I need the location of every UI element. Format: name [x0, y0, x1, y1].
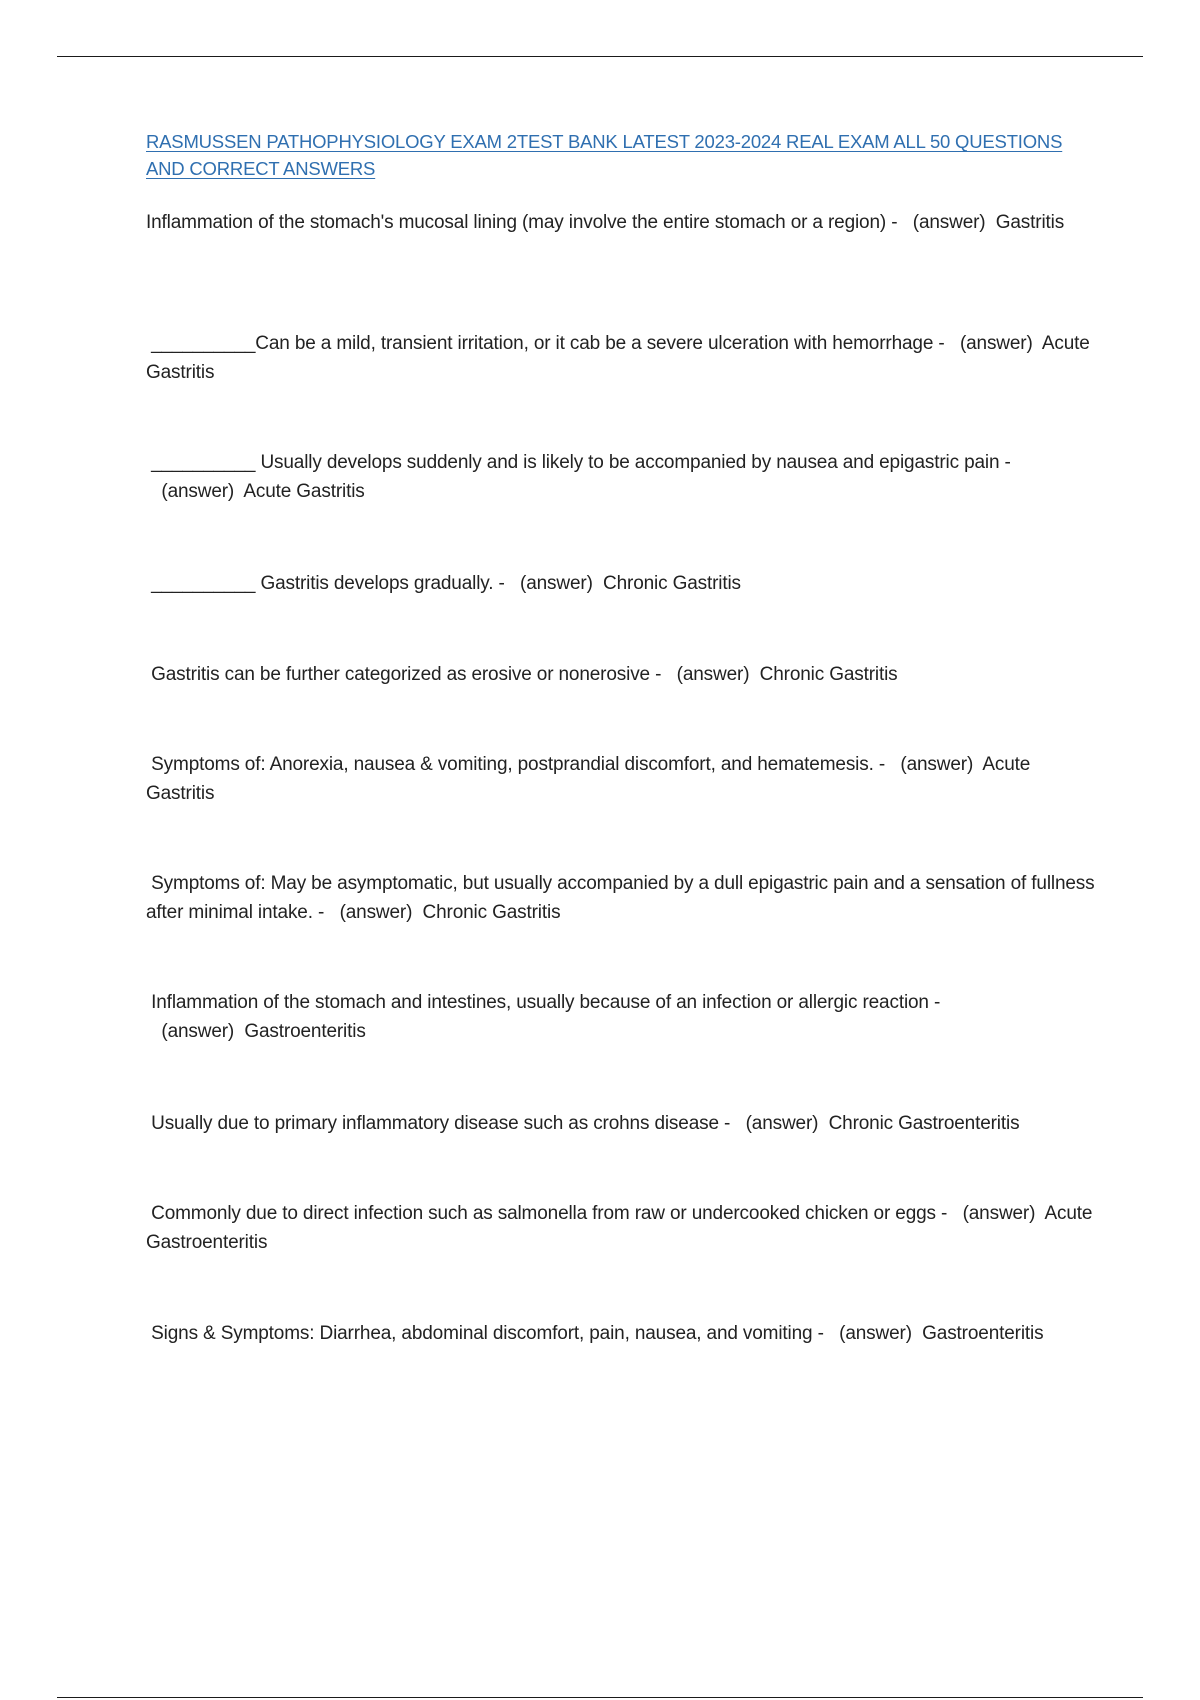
answer-text: Acute Gastritis	[146, 754, 1031, 804]
question-text: Inflammation of the stomach and intestines, usually because of an infection or allergic reaction -	[146, 992, 941, 1013]
answer-text: Gastroenteritis	[922, 1323, 1044, 1344]
qa-item-7	[146, 870, 1100, 927]
answer-label: (answer)	[520, 573, 593, 594]
top-rule	[57, 56, 1143, 57]
question-text: Commonly due to direct infection such as salmonella from raw or undercooked chicken or eggs -	[146, 1203, 948, 1224]
question-text: Symptoms of: Anorexia, nausea & vomiting, postprandial discomfort, and hematemesis. -	[146, 754, 886, 775]
answer-label: (answer)	[745, 1113, 819, 1134]
bottom-rule	[57, 1697, 1143, 1698]
question-text: __________ Usually develops suddenly and is likely to be accompanied by nausea and epigastric pain -	[146, 452, 1011, 473]
answer-text: Chronic Gastritis	[603, 573, 741, 594]
question-text: Usually due to primary inflammatory disease such as crohns disease -	[146, 1113, 731, 1134]
qa-item-1	[146, 209, 1096, 238]
answer-text: Acute Gastritis	[146, 333, 1090, 383]
qa-item-11	[146, 1320, 1096, 1349]
answer-text: Acute Gastritis	[243, 480, 365, 502]
answer-label: (answer)	[900, 754, 974, 775]
question-text: Symptoms of: May be asymptomatic, but usually accompanied by a dull epigastric pain and a sensation of fullness after minimal intake. -	[146, 873, 1100, 923]
question-text: Signs & Symptoms: Diarrhea, abdominal discomfort, pain, nausea, and vomiting -	[146, 1323, 824, 1344]
answer-text: Gastroenteritis	[244, 1020, 366, 1042]
question-text: __________ Gastritis develops gradually. -	[146, 573, 505, 594]
answer-text: Chronic Gastroenteritis	[828, 1113, 1020, 1134]
answer-text: Acute Gastroenteritis	[146, 1203, 1093, 1253]
qa-item-5	[146, 661, 1096, 690]
qa-item-9	[146, 1110, 1096, 1139]
question-text: Inflammation of the stomach's mucosal lining (may involve the entire stomach or a region) -	[146, 212, 898, 233]
answer-label: (answer)	[912, 212, 986, 233]
qa-item-8	[146, 989, 1096, 1046]
qa-item-3	[146, 449, 1096, 506]
qa-item-4	[146, 570, 1096, 599]
answer-text: Chronic Gastritis	[759, 664, 898, 685]
qa-item-6	[146, 751, 1096, 808]
question-text: Gastritis can be further categorized as erosive or nonerosive -	[146, 664, 662, 685]
answer-text: Gastritis	[995, 212, 1065, 233]
answer-label: (answer)	[161, 1020, 235, 1042]
question-text: __________Can be a mild, transient irritation, or it cab be a severe ulceration with hemorrhage -	[146, 333, 945, 354]
qa-item-2	[146, 330, 1096, 387]
answer-text: Chronic Gastritis	[422, 901, 561, 923]
answer-label: (answer)	[339, 901, 413, 923]
answer-label: (answer)	[962, 1203, 1036, 1224]
answer-label: (answer)	[959, 333, 1033, 354]
answer-label: (answer)	[676, 664, 750, 685]
answer-label: (answer)	[839, 1323, 912, 1344]
qa-item-10	[146, 1200, 1096, 1257]
document-title[interactable]: RASMUSSEN PATHOPHYSIOLOGY EXAM 2TEST BANK LATEST 2023-2024 REAL EXAM ALL 50 QUESTIONS AND CORRECT ANSWERS	[146, 131, 1063, 179]
answer-label: (answer)	[161, 480, 235, 502]
